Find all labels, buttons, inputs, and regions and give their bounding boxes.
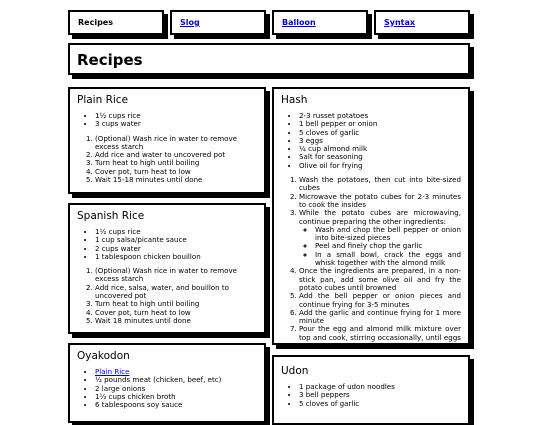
substep-list (299, 226, 461, 267)
plain-rice-link[interactable]: Plain Rice (95, 367, 130, 376)
ingredient-item: • 1½ cups rice (95, 228, 257, 236)
ingredient-item: • Olive oil for frying (299, 162, 461, 170)
step-item: 6. Add the garlic and continue frying for 1 more minute (299, 309, 461, 326)
step-item (299, 209, 461, 267)
page-title-box (68, 43, 470, 75)
step-item: 2. Add rice, salsa, water, and bouillon to uncovered pot (95, 284, 257, 301)
step-item: 1. (Optional) Wash rice in water to remove excess starch (95, 267, 257, 284)
step-item: 5. Add the bell pepper or onion pieces and continue frying for 3-5 minutes (299, 292, 461, 309)
recipe-card-plain-rice (68, 87, 266, 194)
ingredient-item: • 1 package of udon noodles (299, 383, 461, 391)
step-item: 2. Microwave the potato cubes for 2-3 minutes to cook the insides (299, 193, 461, 210)
ingredient-item: • 1 bell pepper or onion (299, 120, 461, 128)
step-text: While the potato cubes are microwaving, continue preparing the other ingredients: (299, 208, 461, 226)
ingredient-item: • 6 tablespoons soy sauce (95, 401, 257, 409)
nav-tab-slog[interactable] (170, 10, 266, 35)
step-item: 4. Cover pot, turn heat to low (95, 168, 257, 176)
ingredient-item: • ½ pounds meat (chicken, beef, etc) (95, 376, 257, 384)
step-list (281, 176, 461, 350)
recipe-card-oyakodon (68, 343, 266, 423)
ingredient-item: • 1½ cups chicken broth (95, 393, 257, 401)
step-item: 2. Add rice and water to uncovered pot (95, 151, 257, 159)
ingredient-item: • 2 cups water (95, 245, 257, 253)
ingredient-list (281, 383, 461, 408)
recipe-title: Hash (281, 94, 308, 106)
nav-link-slog[interactable]: Slog (180, 18, 200, 27)
ingredient-item: • 3 bell peppers (299, 391, 461, 399)
ingredient-item: • 2 large onions (95, 385, 257, 393)
step-item: 3. Turn heat to high until boiling (95, 159, 257, 167)
ingredient-item: • 1½ cups rice (95, 112, 257, 120)
step-item: 7. Pour the egg and almond milk mixture over top and cook, stirring occasionally, until eggs are set (299, 325, 461, 350)
nav-tab-balloon[interactable] (272, 10, 368, 35)
substep-item: ◦ In a small bowl, crack the eggs and whisk together with the almond milk (315, 251, 461, 268)
ingredient-item: • 5 cloves of garlic (299, 400, 461, 408)
ingredient-item: • 3 cups water (95, 120, 257, 128)
ingredient-list (77, 112, 257, 129)
step-item: 1. Wash the potatoes, then cut into bite-sized cubes (299, 176, 461, 193)
nav-link-balloon[interactable]: Balloon (282, 18, 316, 27)
recipe-title: Spanish Rice (77, 210, 145, 222)
step-list (77, 267, 257, 325)
substep-item: ◦ Peel and finely chop the garlic (315, 242, 461, 250)
recipe-title: Udon (281, 365, 309, 377)
recipe-title: Plain Rice (77, 94, 129, 106)
ingredient-item: • 5 cloves of garlic (299, 129, 461, 137)
step-list (77, 135, 257, 185)
ingredient-item: • ¼ cup almond milk (299, 145, 461, 153)
page-title: Recipes (77, 51, 143, 69)
recipe-card-udon (272, 355, 470, 425)
step-item: 5. Wait 15-18 minutes until done (95, 176, 257, 184)
step-item: 4. Once the ingredients are prepared, in a non-stick pan, add some olive oil and fry the potato cubes until browned (299, 267, 461, 292)
recipe-card-hash (272, 87, 470, 351)
ingredient-list (77, 228, 257, 261)
recipe-card-spanish-rice (68, 203, 266, 334)
nav-current-label: Recipes (78, 18, 113, 27)
ingredient-item: • 1 cup salsa/picante sauce (95, 236, 257, 244)
ingredient-list (77, 368, 257, 409)
nav-link-syntax[interactable]: Syntax (384, 18, 416, 27)
ingredient-item: • 2-3 russet potatoes (299, 112, 461, 120)
ingredient-item: • 3 eggs (299, 137, 461, 145)
ingredient-item: • Salt for seasoning (299, 153, 461, 161)
ingredient-list (281, 112, 461, 170)
step-item: 4. Cover pot, turn heat to low (95, 309, 257, 317)
nav-tab-syntax[interactable] (374, 10, 470, 35)
ingredient-item: • 1 tablespoon chicken bouillon (95, 253, 257, 261)
step-item: 5. Wait 18 minutes until done (95, 317, 257, 325)
substep-item: ◦ Wash and chop the bell pepper or onion into bite-sized pieces (315, 226, 461, 243)
step-item: 3. Turn heat to high until boiling (95, 300, 257, 308)
nav-current-tab (68, 10, 164, 35)
step-item: 1. (Optional) Wash rice in water to remove excess starch (95, 135, 257, 152)
recipe-title: Oyakodon (77, 350, 130, 362)
